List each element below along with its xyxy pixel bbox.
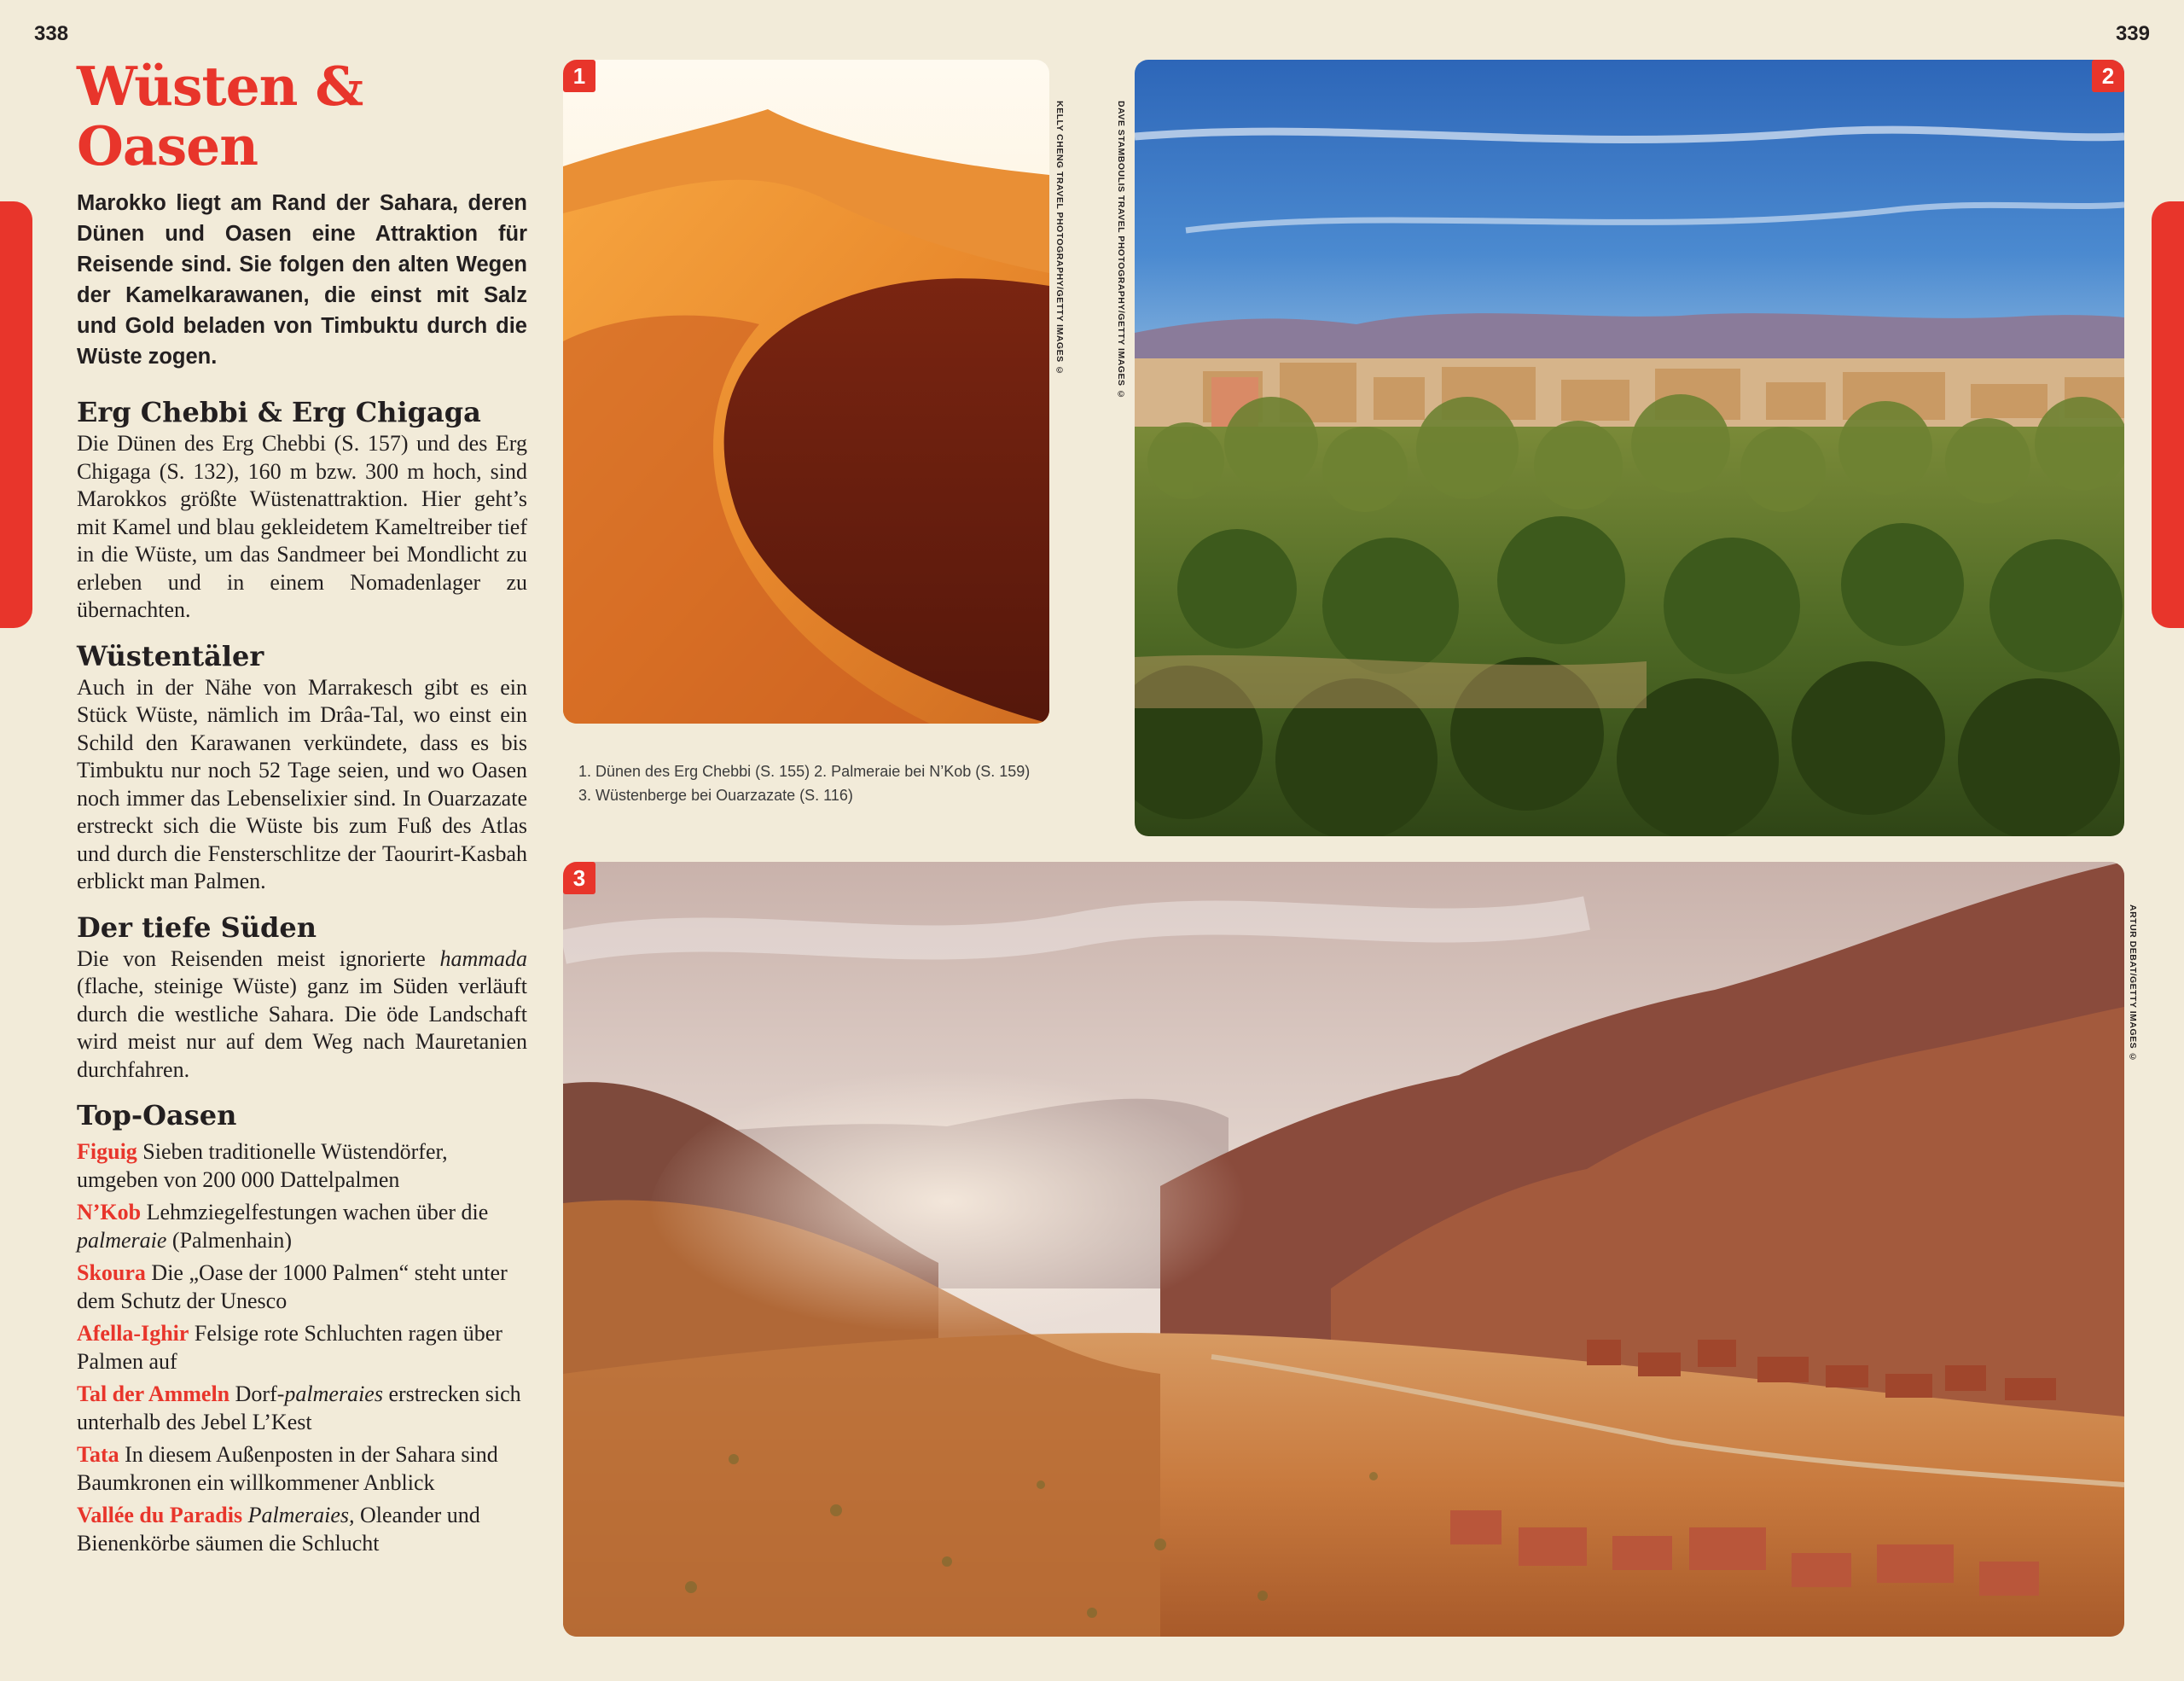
section-title-tiefer-sueden: Der tiefe Süden (77, 910, 317, 944)
text-column (77, 56, 527, 1562)
oasis-item: Figuig Sieben traditionelle Wüstendörfer, umgeben von 200 000 Dattelpalmen (77, 1139, 448, 1192)
section-title-erg: Erg Chebbi & Erg Chigaga (77, 396, 481, 428)
photo-palm-oasis (1135, 60, 2124, 836)
photo-credit: DAVE STAMBOULIS TRAVEL PHOTOGRAPHY/GETTY IMAGES © (1116, 101, 1126, 400)
page-number-right: 339 (2115, 22, 2150, 45)
photo-captions (578, 759, 1107, 807)
section-body-erg: Die Dünen des Erg Chebbi (S. 157) und des Erg Chigaga (S. 132), 160 m bzw. 300 m hoch, sind Marokkos größte Wüstenattraktion. Hier geht’s mit Kamel und blau gekleidetem Kameltreiber tief in die Wüste, um das Sandmeer bei Mondlicht zu erleben und in einem Nomadenlager zu übernachten. (77, 431, 527, 622)
section-body-wuestentaeler: Auch in der Nähe von Marrakesch gibt es ein Stück Wüste, nämlich im Drâa-Tal, wo einst ein Schild den Karawanen verkündete, dass es bis Timbuktu nur noch 52 Tage seien, und wo Oasen noch immer das Lebenselixier sind. In Ouarzazate erstreckt sich die Wüste bis zum Fuß des Atlas und durch die Fensterschlitze der Taourirt-Kasbah erblickt man Palmen. (77, 674, 527, 893)
page-number-left: 338 (34, 22, 69, 45)
oasis-item: Tal der Ammeln Dorf-palmeraies erstrecken sich unterhalb des Jebel L’Kest (77, 1381, 521, 1434)
photo-mountain-valley (563, 862, 2124, 1637)
oasis-item: Afella-Ighir Felsige rote Schluchten ragen über Palmen auf (77, 1321, 502, 1374)
section-body-tiefer-sueden: Die von Reisenden meist ignorierte hammada (flache, steinige Wüste) ganz im Süden verläuft durch die westliche Sahara. Die öde Landschaft wird meist nur auf dem Weg nach Mauretanien durchfahren. (77, 945, 527, 1082)
oasis-item: Skoura Die „Oase der 1000 Palmen“ steht unter dem Schutz der Unesco (77, 1260, 508, 1313)
photo-badge: 3 (563, 862, 595, 894)
photo-badge: 2 (2092, 60, 2124, 92)
photo-credit: KELLY CHENG TRAVEL PHOTOGRAPHY/GETTY IMAGES © (1054, 101, 1065, 376)
oasis-item: N’Kob Lehmziegelfestungen wachen über die palmeraie (Palmenhain) (77, 1200, 489, 1253)
chapter-tab-left (0, 201, 32, 628)
section-title-wuestentaeler: Wüstentäler (77, 639, 264, 672)
page-title: Wüsten & Oasen (77, 55, 363, 177)
photo-badge: 1 (563, 60, 595, 92)
oasis-item: Vallée du Paradis Palmeraies, Oleander und Bienenkörbe säumen die Schlucht (77, 1503, 480, 1556)
caption-line: 3. Wüstenberge bei Ouarzazate (S. 116) (578, 787, 853, 804)
photo-credit: ARTUR DEBAT/GETTY IMAGES © (2128, 904, 2138, 1063)
caption-line: 1. Dünen des Erg Chebbi (S. 155) 2. Palmeraie bei N’Kob (S. 159) (578, 763, 1031, 780)
oasis-item: Tata In diesem Außenposten in der Sahara sind Baumkronen ein willkommener Anblick (77, 1442, 498, 1495)
section-title-top-oasen: Top-Oasen (77, 1099, 237, 1131)
intro-paragraph: Marokko liegt am Rand der Sahara, deren Dünen und Oasen eine Attraktion für Reisende sind. Sie folgen den alten Wegen der Kamelkarawanen, die einst mit Salz und Gold beladen von Timbuktu durch die Wüste zogen. (77, 191, 527, 369)
photo-dunes (563, 60, 1049, 724)
chapter-tab-right (2152, 201, 2184, 628)
